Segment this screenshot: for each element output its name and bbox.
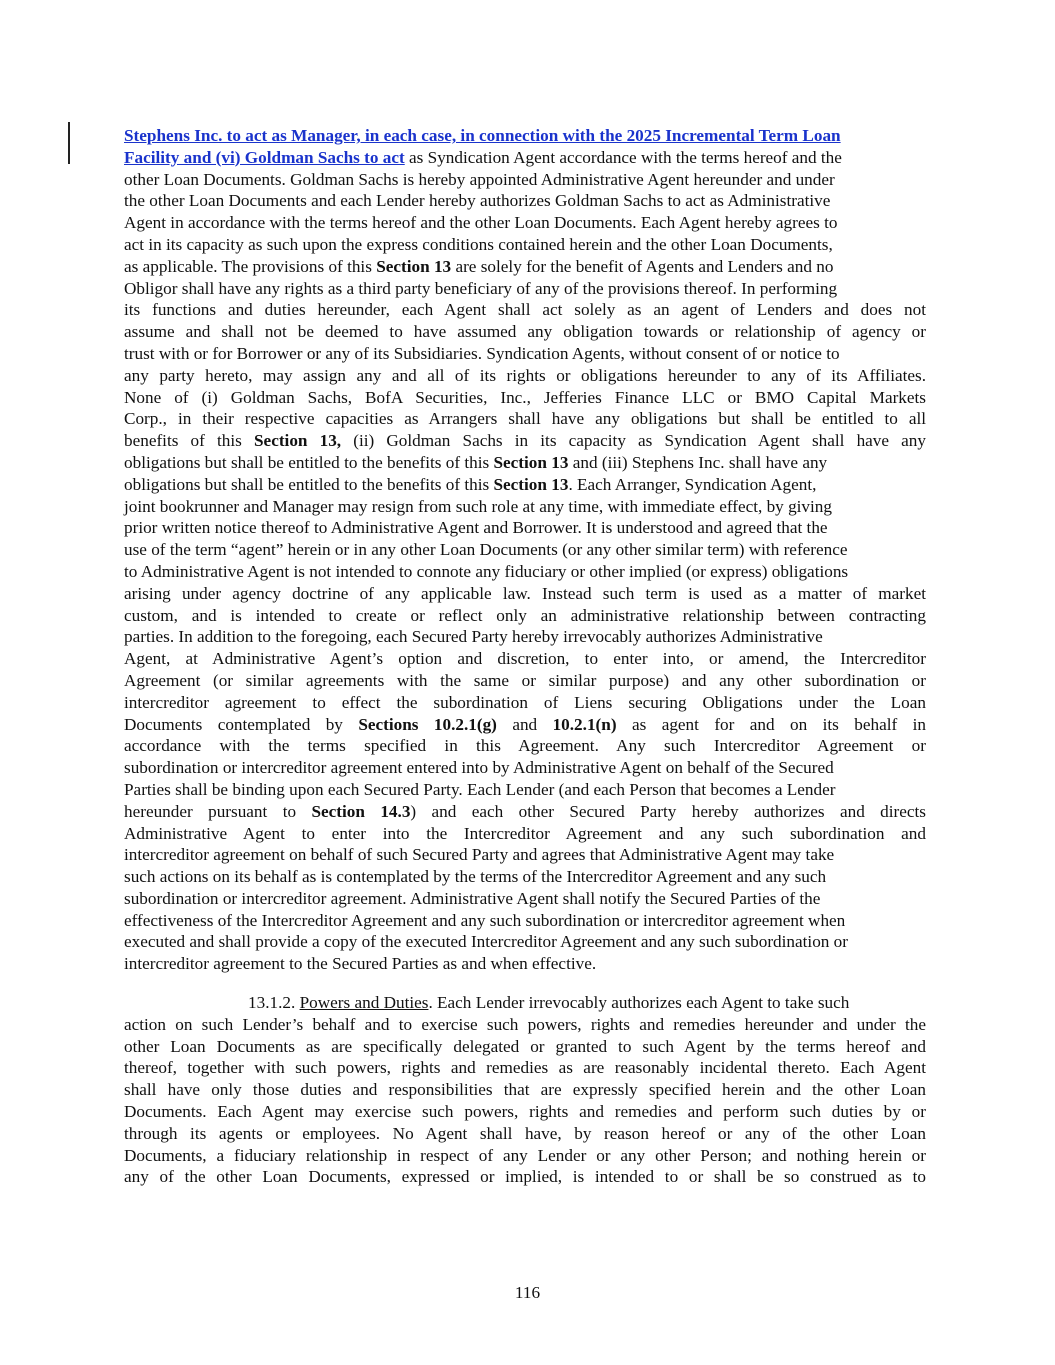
section-reference: 10.2.1(n) xyxy=(552,714,617,734)
text-line xyxy=(124,1079,926,1101)
text-line xyxy=(124,910,926,932)
text-run: through its agents or employees. No Agent shall have, by reason hereof or any of the other Loan xyxy=(124,1123,926,1143)
text-line xyxy=(124,648,926,670)
text-line xyxy=(124,692,926,714)
text-line xyxy=(124,365,926,387)
text-run: effectiveness of the Intercreditor Agreement and any such subordination or intercreditor agreement when xyxy=(124,910,846,930)
text-line xyxy=(124,1014,926,1036)
section-heading: Powers and Duties xyxy=(299,993,429,1012)
text-line xyxy=(124,190,926,212)
text-line xyxy=(124,496,926,518)
text-line xyxy=(124,866,926,888)
text-run: as agent for and on its behalf in xyxy=(616,714,926,734)
text-run: intercreditor agreement on behalf of such Secured Party and agrees that Administrative Agent may take xyxy=(124,845,835,865)
text-run: 13.1.2. xyxy=(248,993,300,1012)
text-run: assume and shall not be deemed to have assumed any obligation towards or relationship of agency or xyxy=(124,322,926,342)
text-line xyxy=(124,844,926,866)
text-line xyxy=(124,714,926,736)
text-line xyxy=(124,408,926,430)
text-run: prior written notice thereof to Administrative Agent and Borrower. It is understood and agreed that the xyxy=(124,518,828,538)
page-number: 116 xyxy=(514,1283,541,1302)
text-line xyxy=(124,125,926,147)
text-line xyxy=(124,1166,926,1188)
text-line xyxy=(124,387,926,409)
text-run: Corp., in their respective capacities as Arrangers shall have any obligations but shall be entitled to all xyxy=(124,409,926,429)
paragraph-13-1-2-powers-and-duties xyxy=(124,992,926,1188)
text-line xyxy=(124,670,926,692)
text-run: the other Loan Documents and each Lender hereby authorizes Goldman Sachs to act as Administrative xyxy=(124,191,831,211)
text-run: any party hereto, may assign any and all of its rights or obligations hereunder to any of its Affiliates. xyxy=(124,365,926,385)
text-run: and (iii) Stephens Inc. shall have any xyxy=(568,452,828,472)
text-line xyxy=(124,343,926,365)
text-run: ) and each other Secured Party hereby authorizes and directs xyxy=(410,801,926,821)
text-run: Documents. Each Agent may exercise such powers, rights and remedies and perform such duties by or xyxy=(124,1101,926,1121)
text-line xyxy=(124,474,926,496)
text-run: obligations but shall be entitled to the benefits of this xyxy=(124,452,494,472)
text-run: action on such Lender’s behalf and to exercise such powers, rights and remedies hereunder and under the xyxy=(124,1014,926,1034)
text-run: . Each Lender irrevocably authorizes each Agent to take such xyxy=(428,993,850,1012)
text-run: hereunder pursuant to xyxy=(124,801,312,821)
text-run: act in its capacity as such upon the express conditions contained herein and the other Loan Documents, xyxy=(124,234,833,254)
revision-change-bar xyxy=(68,122,70,164)
text-line xyxy=(124,888,926,910)
text-line xyxy=(124,169,926,191)
section-reference: Sections 10.2.1(g) xyxy=(358,714,497,734)
section-reference: Section 13 xyxy=(493,474,569,494)
paragraph-13-1-1-continued xyxy=(124,125,926,975)
text-run: intercreditor agreement to effect the subordination of Liens securing Obligations under the Loan xyxy=(124,692,926,712)
text-run: as Syndication Agent accordance with the terms hereof and the xyxy=(404,147,842,167)
inserted-text: Stephens Inc. to act as Manager, in each case, in connection with the 2025 Incremental Term Loan xyxy=(124,126,841,145)
text-run: obligations but shall be entitled to the benefits of this xyxy=(124,474,494,494)
inserted-text: Facility and (vi) Goldman Sachs to act xyxy=(124,147,405,167)
text-run: subordination or intercreditor agreement entered into by Administrative Agent on behalf of the Secured xyxy=(124,758,834,778)
text-line xyxy=(124,1145,926,1167)
text-line xyxy=(124,823,926,845)
text-line xyxy=(124,1036,926,1058)
text-line xyxy=(124,517,926,539)
section-reference: Section 14.3 xyxy=(311,801,411,821)
text-run: accordance with the terms specified in this Agreement. Any such Intercreditor Agreement or xyxy=(124,736,926,756)
text-line xyxy=(124,1101,926,1123)
text-line xyxy=(124,147,926,169)
text-run: Agent, at Administrative Agent’s option and discretion, to enter into, or amend, the Intercreditor xyxy=(124,649,926,669)
text-run: to Administrative Agent is not intended to connote any fiduciary or other implied (or express) obligations xyxy=(124,561,849,581)
text-line xyxy=(124,539,926,561)
text-run: use of the term “agent” herein or in any other Loan Documents (or any other similar term) with reference xyxy=(124,540,848,560)
text-line xyxy=(124,801,926,823)
text-run: shall have only those duties and responsibilities that are expressly specified herein and the other Loan xyxy=(124,1080,926,1100)
text-line xyxy=(124,212,926,234)
text-line xyxy=(124,321,926,343)
text-run: executed and shall provide a copy of the executed Intercreditor Agreement and any such subordination or xyxy=(124,932,848,952)
text-run: such actions on its behalf as is contemplated by the terms of the Intercreditor Agreement and any such xyxy=(124,867,827,887)
text-run: . Each Arranger, Syndication Agent, xyxy=(568,474,817,494)
text-run: trust with or for Borrower or any of its Subsidiaries. Syndication Agents, without consent of or notice to xyxy=(124,343,840,363)
text-run: Documents, a fiduciary relationship in respect of any Lender or any other Person; and nothing herein or xyxy=(124,1145,926,1165)
text-line xyxy=(124,234,926,256)
text-run: Administrative Agent to enter into the Intercreditor Agreement and any such subordination and xyxy=(124,823,926,843)
section-reference: Section 13 xyxy=(376,256,452,276)
text-run: Parties shall be binding upon each Secured Party. Each Lender (and each Person that becomes a Lender xyxy=(124,779,836,799)
text-run: parties. In addition to the foregoing, each Secured Party hereby irrevocably authorizes Administrative xyxy=(124,627,823,647)
text-line xyxy=(124,452,926,474)
section-reference: Section 13 xyxy=(493,452,569,472)
text-run: custom, and is intended to create or reflect only an administrative relationship between contracting xyxy=(124,605,926,625)
text-run: benefits of this xyxy=(124,431,254,451)
text-line xyxy=(124,626,926,648)
text-line xyxy=(124,953,926,975)
text-run: thereof, together with such powers, rights and remedies as are reasonably incidental thereto. Each Agent xyxy=(124,1058,926,1078)
text-run: its functions and duties hereunder, each Agent shall act solely as an agent of Lenders and does not xyxy=(124,300,926,320)
text-run: subordination or intercreditor agreement. Administrative Agent shall notify the Secured Parties of the xyxy=(124,888,821,908)
text-line xyxy=(124,735,926,757)
text-line xyxy=(124,992,926,1014)
text-run: are solely for the benefit of Agents and Lenders and no xyxy=(451,256,834,276)
text-line xyxy=(124,1057,926,1079)
text-run: as applicable. The provisions of this xyxy=(124,256,377,276)
text-run: Documents contemplated by xyxy=(124,714,359,734)
text-run: other Loan Documents as are specifically delegated or granted to such Agent by the terms hereof and xyxy=(124,1036,926,1056)
text-line xyxy=(124,779,926,801)
text-line xyxy=(124,299,926,321)
text-run: other Loan Documents. Goldman Sachs is hereby appointed Administrative Agent hereunder and under xyxy=(124,169,835,189)
text-line xyxy=(124,430,926,452)
text-line xyxy=(124,256,926,278)
text-run: joint bookrunner and Manager may resign from such role at any time, with immediate effect, by giving xyxy=(124,496,832,516)
text-line xyxy=(124,931,926,953)
text-run: None of (i) Goldman Sachs, BofA Securities, Inc., Jefferies Finance LLC or BMO Capital Markets xyxy=(124,387,926,407)
text-line xyxy=(124,757,926,779)
text-run: Obligor shall have any rights as a third party beneficiary of any of the provisions thereof. In performing xyxy=(124,278,838,298)
text-line xyxy=(124,583,926,605)
text-run: any of the other Loan Documents, expressed or implied, is intended to or shall be so construed as to xyxy=(124,1167,926,1187)
text-line xyxy=(124,1123,926,1145)
text-line xyxy=(124,605,926,627)
text-line xyxy=(124,561,926,583)
text-run: and xyxy=(496,714,553,734)
section-reference: Section 13, xyxy=(254,431,342,451)
text-run: arising under agency doctrine of any applicable law. Instead such term is used as a matter of market xyxy=(124,583,926,603)
text-run: intercreditor agreement to the Secured Parties as and when effective. xyxy=(124,954,597,974)
text-line xyxy=(124,278,926,300)
text-run: (ii) Goldman Sachs in its capacity as Syndication Agent shall have any xyxy=(341,431,926,451)
text-run: Agreement (or similar agreements with the same or similar purpose) and any other subordination or xyxy=(124,670,926,690)
text-run: Agent in accordance with the terms hereof and the other Loan Documents. Each Agent hereby agrees to xyxy=(124,213,838,233)
